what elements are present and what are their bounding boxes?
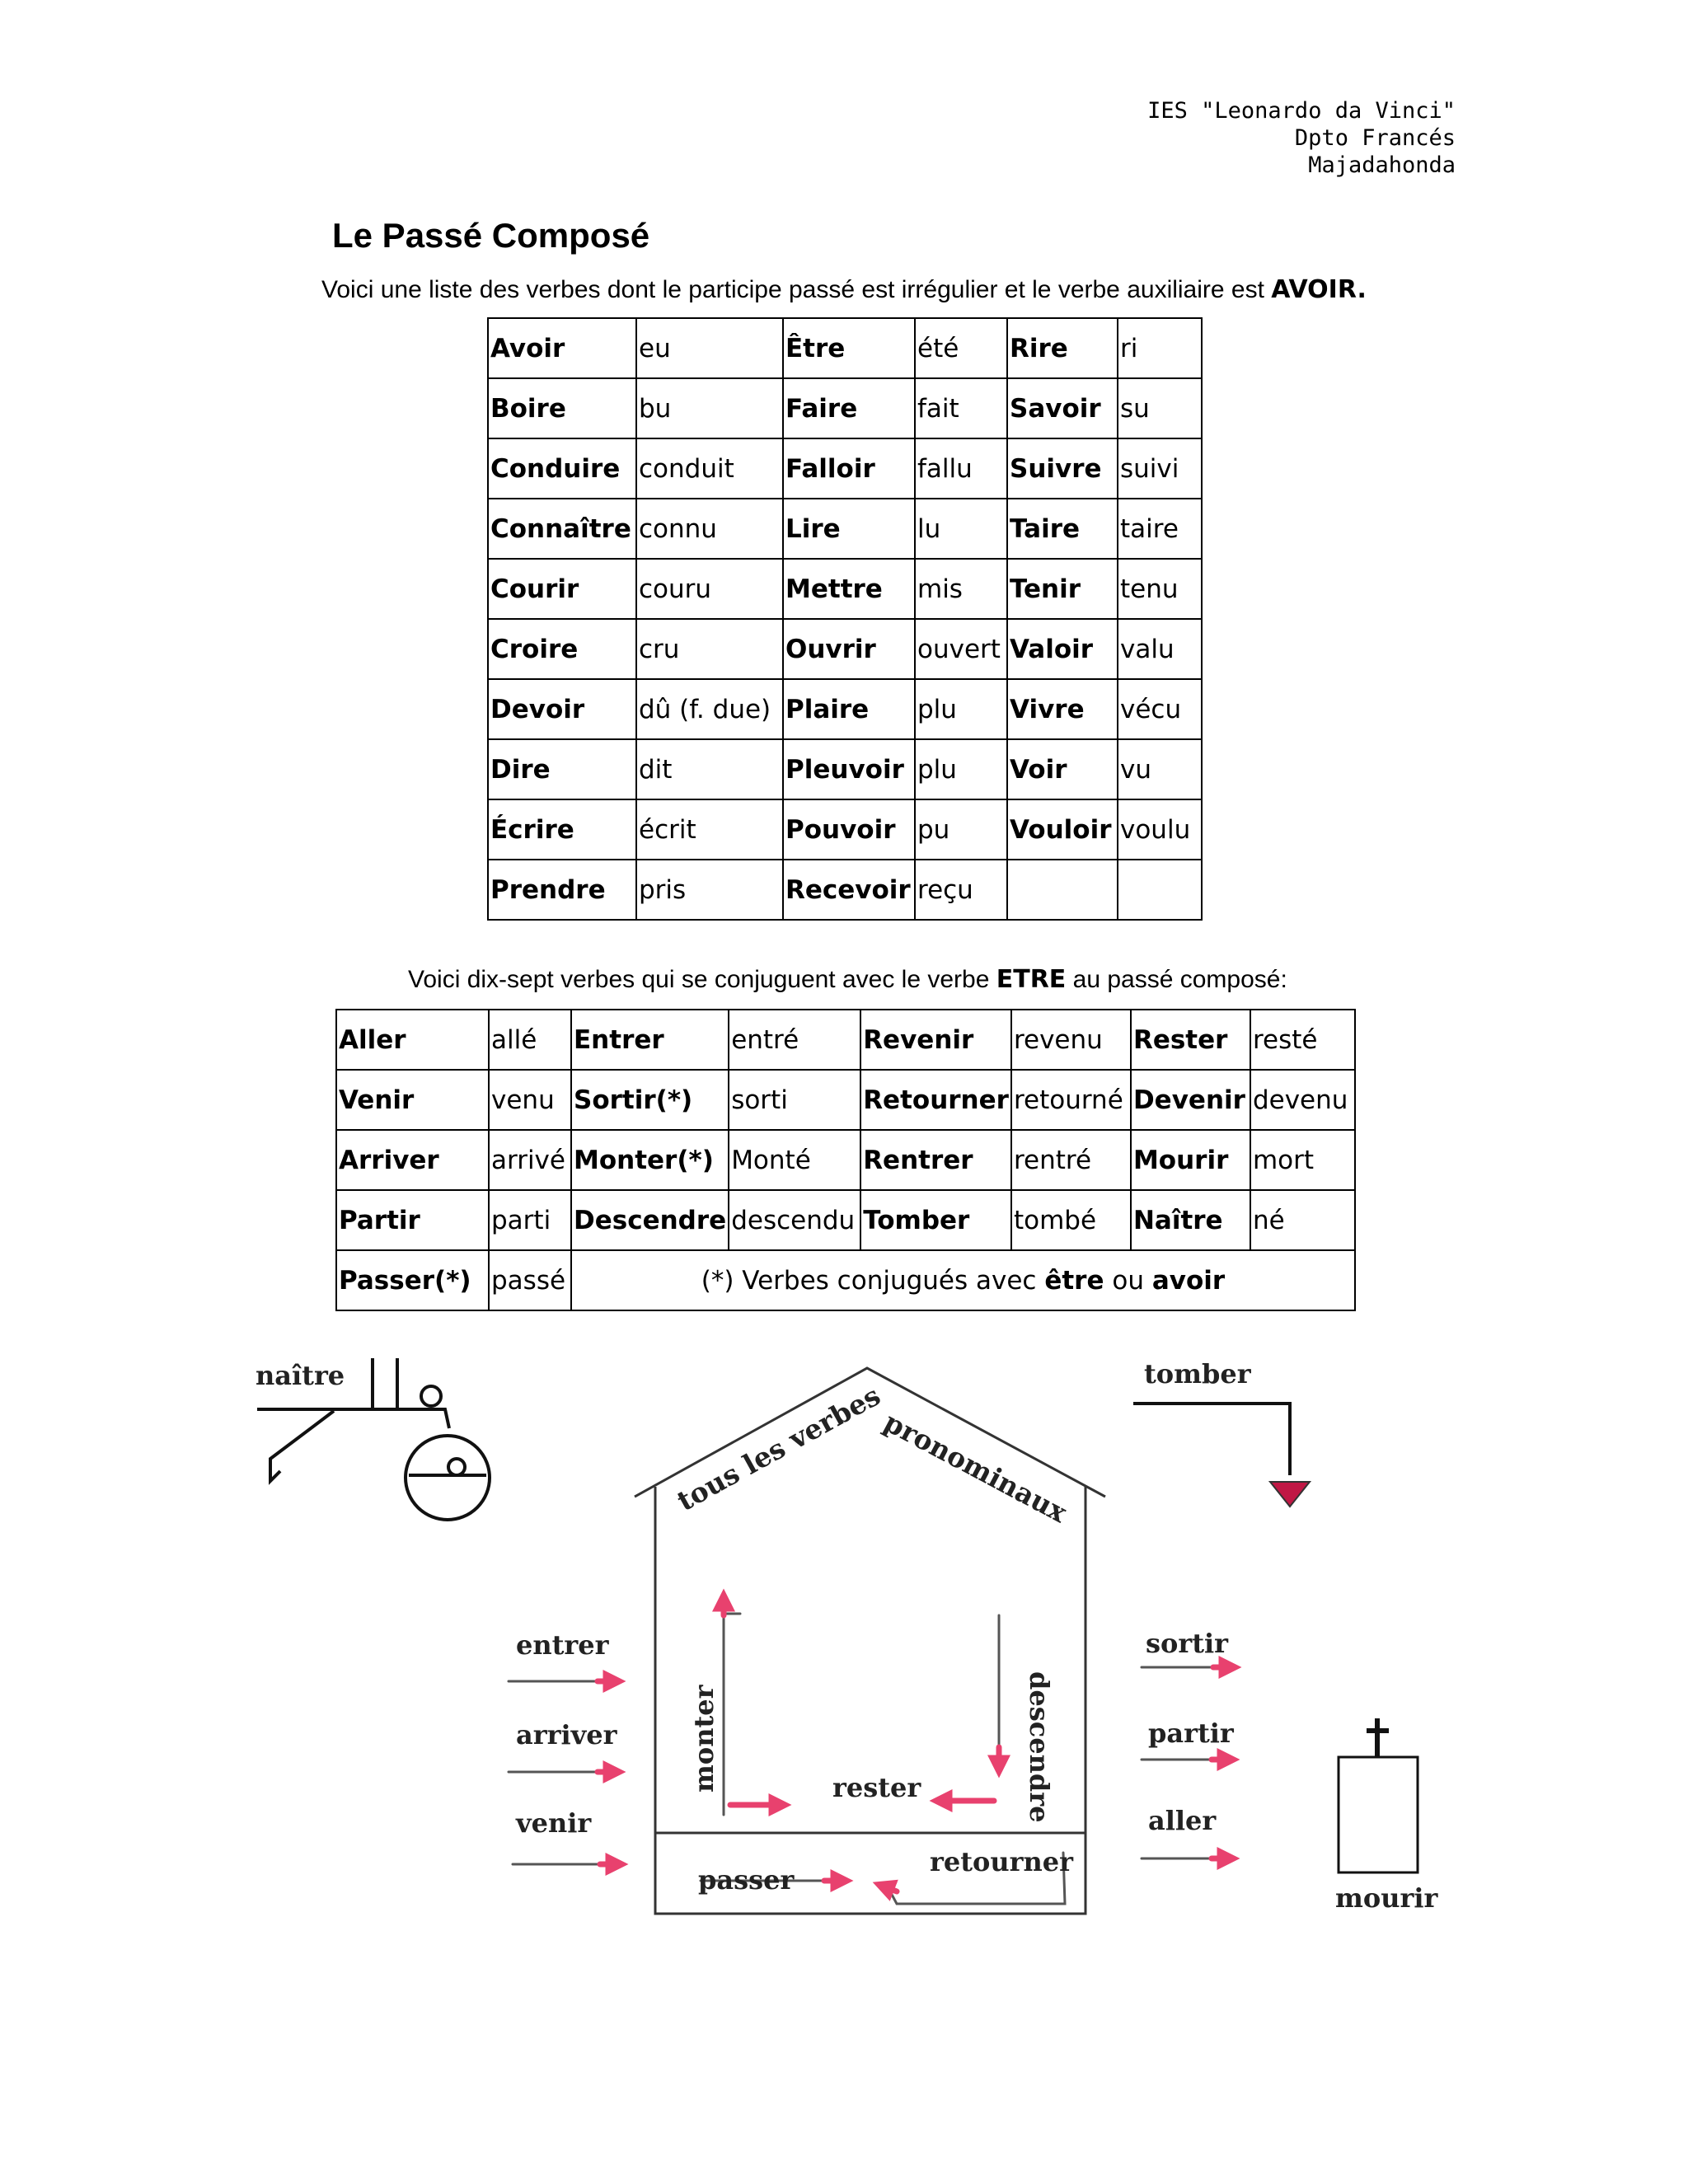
participle-cell: conduit <box>636 438 783 499</box>
verb-cell: Tomber <box>860 1190 1011 1250</box>
participle-cell: sorti <box>729 1070 860 1130</box>
avoir-table-row <box>488 559 1202 619</box>
avoir-table-row <box>488 679 1202 739</box>
verb-cell: Retourner <box>860 1070 1011 1130</box>
label-mourir: mourir <box>1335 1882 1438 1914</box>
tomber-arrow <box>1133 1404 1290 1475</box>
etre-last-row <box>336 1250 1355 1310</box>
verb-cell: Conduire <box>488 438 636 499</box>
school-header <box>1147 97 1456 179</box>
avoir-table-row <box>488 438 1202 499</box>
participle-cell: fait <box>915 378 1007 438</box>
verb-cell: Lire <box>783 499 915 559</box>
avoir-intro <box>321 275 1367 304</box>
etre-table-row <box>336 1070 1355 1130</box>
participle-cell: resté <box>1250 1010 1355 1070</box>
verb-cell: Tenir <box>1007 559 1118 619</box>
verb-cell: Naître <box>1131 1190 1250 1250</box>
verb-cell: Prendre <box>488 860 636 920</box>
note-etre: être <box>1044 1265 1104 1296</box>
verb-cell: Monter(*) <box>571 1130 729 1190</box>
label-partir: partir <box>1148 1718 1234 1749</box>
label-sortir: sortir <box>1146 1628 1229 1659</box>
verb-cell: Sortir(*) <box>571 1070 729 1130</box>
participle-cell: lu <box>915 499 1007 559</box>
verb-cell: Partir <box>336 1190 489 1250</box>
note-text-1: (*) Verbes conjugués avec <box>701 1265 1045 1296</box>
verb-cell: Descendre <box>571 1190 729 1250</box>
avoir-table-row <box>488 378 1202 438</box>
label-monter: monter <box>688 1685 720 1793</box>
avoir-intro-emphasis: AVOIR. <box>1271 275 1367 304</box>
verb-cell: Rester <box>1131 1010 1250 1070</box>
participle-cell: fallu <box>915 438 1007 499</box>
participle-cell: eu <box>636 318 783 378</box>
participle-cell: passé <box>489 1250 571 1310</box>
participle-cell: mis <box>915 559 1007 619</box>
participle-cell: rentré <box>1011 1130 1131 1190</box>
participle-cell: plu <box>915 679 1007 739</box>
verb-cell: Suivre <box>1007 438 1118 499</box>
verb-cell: Écrire <box>488 799 636 860</box>
verb-cell: Connaître <box>488 499 636 559</box>
participle-cell: reçu <box>915 860 1007 920</box>
participle-cell: tombé <box>1011 1190 1131 1250</box>
avoir-table-row <box>488 619 1202 679</box>
verb-cell: Mettre <box>783 559 915 619</box>
participle-cell: revenu <box>1011 1010 1131 1070</box>
avoir-table-row <box>488 318 1202 378</box>
label-arriver: arriver <box>516 1719 617 1750</box>
verb-cell: Devenir <box>1131 1070 1250 1130</box>
participle-cell: bu <box>636 378 783 438</box>
verb-cell: Vouloir <box>1007 799 1118 860</box>
cross-icon <box>1367 1718 1389 1757</box>
participle-cell: mort <box>1250 1130 1355 1190</box>
participle-cell: vécu <box>1118 679 1202 739</box>
verb-cell: Croire <box>488 619 636 679</box>
participle-cell: Monté <box>729 1130 860 1190</box>
participle-cell: pu <box>915 799 1007 860</box>
participle-cell: entré <box>729 1010 860 1070</box>
etre-table-row <box>336 1010 1355 1070</box>
label-entrer: entrer <box>516 1629 609 1661</box>
label-rester: rester <box>832 1772 921 1803</box>
participle-cell: parti <box>489 1190 571 1250</box>
participle-cell <box>1118 860 1202 920</box>
participle-cell: tenu <box>1118 559 1202 619</box>
school-name: IES "Leonardo da Vinci" <box>1147 98 1456 124</box>
participle-cell: devenu <box>1250 1070 1355 1130</box>
avoir-verbs-table <box>487 317 1203 921</box>
verb-cell: Taire <box>1007 499 1118 559</box>
avoir-table-row <box>488 739 1202 799</box>
verb-cell: Rire <box>1007 318 1118 378</box>
etre-intro-before: Voici dix-sept verbes qui se conjuguent avec le verbe <box>408 966 996 993</box>
participle-cell: suivi <box>1118 438 1202 499</box>
label-retourner: retourner <box>930 1846 1073 1877</box>
avoir-table-row <box>488 799 1202 860</box>
roof-left-label: tous les verbes <box>671 1379 886 1517</box>
label-aller: aller <box>1148 1805 1217 1836</box>
etre-intro-after: au passé composé: <box>1066 966 1287 993</box>
participle-cell: arrivé <box>489 1130 571 1190</box>
participle-cell: ouvert <box>915 619 1007 679</box>
verb-cell: Faire <box>783 378 915 438</box>
verb-cell: Dire <box>488 739 636 799</box>
participle-cell: été <box>915 318 1007 378</box>
verb-cell: Être <box>783 318 915 378</box>
verb-cell: Entrer <box>571 1010 729 1070</box>
avoir-table-row <box>488 499 1202 559</box>
verb-cell: Arriver <box>336 1130 489 1190</box>
etre-table-row <box>336 1130 1355 1190</box>
participle-cell: cru <box>636 619 783 679</box>
etre-avoir-note <box>571 1250 1355 1310</box>
verb-cell: Plaire <box>783 679 915 739</box>
participle-cell: allé <box>489 1010 571 1070</box>
label-venir: venir <box>516 1807 592 1839</box>
participle-cell: venu <box>489 1070 571 1130</box>
verb-cell: Pouvoir <box>783 799 915 860</box>
participle-cell: valu <box>1118 619 1202 679</box>
participle-cell: écrit <box>636 799 783 860</box>
verb-cell: Courir <box>488 559 636 619</box>
participle-cell: plu <box>915 739 1007 799</box>
participle-cell: su <box>1118 378 1202 438</box>
participle-cell: connu <box>636 499 783 559</box>
participle-cell: pris <box>636 860 783 920</box>
verb-cell <box>1007 860 1118 920</box>
participle-cell: taire <box>1118 499 1202 559</box>
participle-cell: retourné <box>1011 1070 1131 1130</box>
tomber-arrowhead <box>1270 1482 1310 1507</box>
participle-cell: descendu <box>729 1190 860 1250</box>
verb-cell: Pleuvoir <box>783 739 915 799</box>
etre-table-row <box>336 1190 1355 1250</box>
participle-cell: né <box>1250 1190 1355 1250</box>
verb-cell: Ouvrir <box>783 619 915 679</box>
etre-intro <box>408 965 1287 994</box>
roof-right-label: pronominaux <box>879 1405 1072 1530</box>
label-tomber: tomber <box>1144 1358 1251 1390</box>
verb-cell: Venir <box>336 1070 489 1130</box>
participle-cell: dû (f. due) <box>636 679 783 739</box>
participle-cell: couru <box>636 559 783 619</box>
house <box>635 1368 1105 1914</box>
house-of-etre-diagram <box>0 1319 1688 1961</box>
participle-cell: voulu <box>1118 799 1202 860</box>
participle-cell: dit <box>636 739 783 799</box>
town: Majadahonda <box>1308 152 1456 178</box>
verb-cell: Vivre <box>1007 679 1118 739</box>
note-avoir: avoir <box>1151 1265 1226 1296</box>
grave <box>1339 1757 1418 1872</box>
etre-intro-emphasis: ETRE <box>996 965 1067 994</box>
verb-cell: Avoir <box>488 318 636 378</box>
verb-cell: Revenir <box>860 1010 1011 1070</box>
avoir-intro-text: Voici une liste des verbes dont le participe passé est irrégulier et le verbe auxiliaire est <box>321 276 1272 303</box>
verb-cell: Devoir <box>488 679 636 739</box>
verb-cell: Falloir <box>783 438 915 499</box>
verb-cell: Aller <box>336 1010 489 1070</box>
verb-cell: Boire <box>488 378 636 438</box>
label-passer: passer <box>698 1864 795 1896</box>
avoir-table-row <box>488 860 1202 920</box>
page-title: Le Passé Composé <box>332 216 650 255</box>
label-naitre: naître <box>256 1360 345 1391</box>
department: Dpto Francés <box>1294 125 1456 151</box>
verb-cell: Passer(*) <box>336 1250 489 1310</box>
verb-cell: Rentrer <box>860 1130 1011 1190</box>
verb-cell: Mourir <box>1131 1130 1250 1190</box>
participle-cell: vu <box>1118 739 1202 799</box>
verb-cell: Recevoir <box>783 860 915 920</box>
label-descendre: descendre <box>1024 1671 1055 1823</box>
verb-cell: Voir <box>1007 739 1118 799</box>
etre-verbs-table <box>335 1009 1356 1311</box>
note-text-2: ou <box>1104 1265 1152 1296</box>
verb-cell: Savoir <box>1007 378 1118 438</box>
verb-cell: Valoir <box>1007 619 1118 679</box>
participle-cell: ri <box>1118 318 1202 378</box>
